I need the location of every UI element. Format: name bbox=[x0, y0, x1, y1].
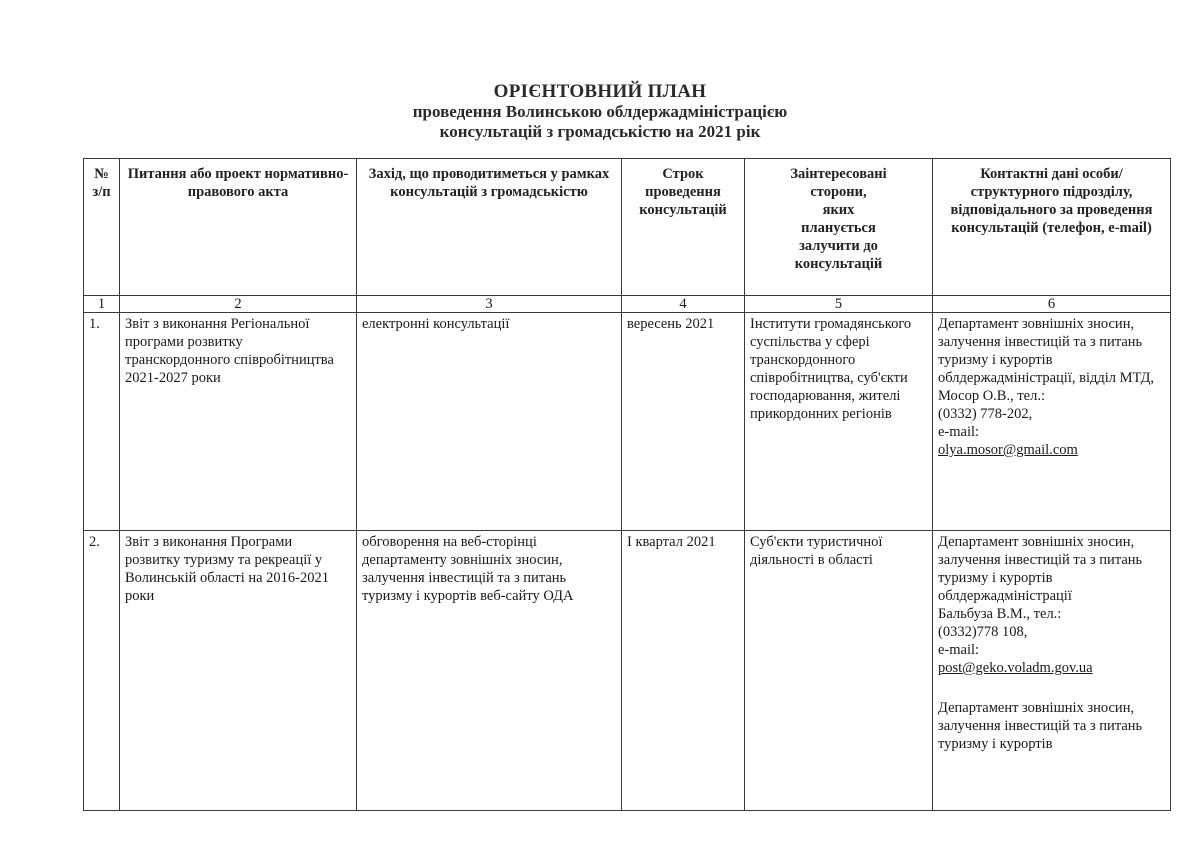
consultation-plan-table bbox=[83, 158, 1171, 811]
row-event: електронні консультації bbox=[357, 313, 622, 531]
column-header-number: № з/п bbox=[84, 159, 120, 296]
column-header-event: Захід, що проводитиметься у рамках консультацій з громадськістю bbox=[357, 159, 622, 296]
column-header-contact: Контактні дані особи/структурного підрозділу, відповідального за проведення консультацій (телефон, e-mail) bbox=[933, 159, 1171, 296]
column-header-subject: Питання або проект нормативно-правового акта bbox=[120, 159, 357, 296]
row-stakeholders: Інститути громадянського суспільства у сфері транскордонного співробітництва, суб'єкти господарювання, жителі прикордонних регіонів bbox=[745, 313, 933, 531]
contact-email-link[interactable]: olya.mosor@gmail.com bbox=[938, 442, 1078, 458]
column-number: 3 bbox=[357, 296, 622, 313]
row-number: 1. bbox=[84, 313, 120, 531]
row-subject: Звіт з виконання Регіональної програми розвитку транскордонного співробітництва 2021-2027 роки bbox=[120, 313, 357, 531]
contact-department-2: Департамент зовнішніх зносин, залучення інвестицій та з питань туризму і курортів bbox=[938, 700, 1143, 752]
document-subtitle-2: консультацій з громадськістю на 2021 рік bbox=[439, 122, 761, 141]
row-subject: Звіт з виконання Програми розвитку туризму та рекреації у Волинській області на 2016-2021 роки bbox=[120, 531, 357, 811]
table-row bbox=[84, 313, 1171, 531]
contact-phone: (0332) 778-202, bbox=[938, 406, 1033, 422]
contact-person: Бальбуза В.М., тел.: bbox=[938, 606, 1062, 622]
row-term: І квартал 2021 bbox=[622, 531, 745, 811]
contact-person: Мосор О.В., тел.: bbox=[938, 388, 1046, 404]
table-header-row bbox=[84, 159, 1171, 296]
row-stakeholders: Суб'єкти туристичної діяльності в області bbox=[745, 531, 933, 811]
column-header-stakeholders: Заінтересовані сторони, яких планується залучити до консультацій bbox=[745, 159, 933, 296]
document-subtitle-1: проведення Волинською облдержадміністрацією bbox=[412, 102, 788, 121]
column-number: 6 bbox=[933, 296, 1171, 313]
contact-phone: (0332)778 108, bbox=[938, 624, 1028, 640]
column-number: 5 bbox=[745, 296, 933, 313]
contact-department: Департамент зовнішніх зносин, залучення інвестицій та з питань туризму і курортів облдержадміністрації, відділ МТД, bbox=[938, 316, 1154, 386]
contact-email-label: e-mail: bbox=[938, 424, 980, 440]
column-number: 1 bbox=[84, 296, 120, 313]
row-contact bbox=[933, 313, 1171, 531]
row-term: вересень 2021 bbox=[622, 313, 745, 531]
row-contact bbox=[933, 531, 1171, 811]
contact-email-link[interactable]: post@geko.voladm.gov.ua bbox=[938, 660, 1093, 676]
contact-department: Департамент зовнішніх зносин, залучення інвестицій та з питань туризму і курортів облдержадміністрації bbox=[938, 534, 1143, 604]
table-row bbox=[84, 531, 1171, 811]
row-event: обговорення на веб-сторінці департаменту зовнішніх зносин, залучення інвестицій та з питань туризму і курортів веб-сайту ОДА bbox=[357, 531, 622, 811]
column-number: 2 bbox=[120, 296, 357, 313]
contact-email-label: e-mail: bbox=[938, 642, 980, 658]
column-header-term: Строк проведення консультацій bbox=[622, 159, 745, 296]
row-number: 2. bbox=[84, 531, 120, 811]
column-number-row bbox=[84, 296, 1171, 313]
document-title: ОРІЄНТОВНИЙ ПЛАН bbox=[493, 81, 707, 102]
column-number: 4 bbox=[622, 296, 745, 313]
document-header bbox=[0, 82, 1200, 142]
